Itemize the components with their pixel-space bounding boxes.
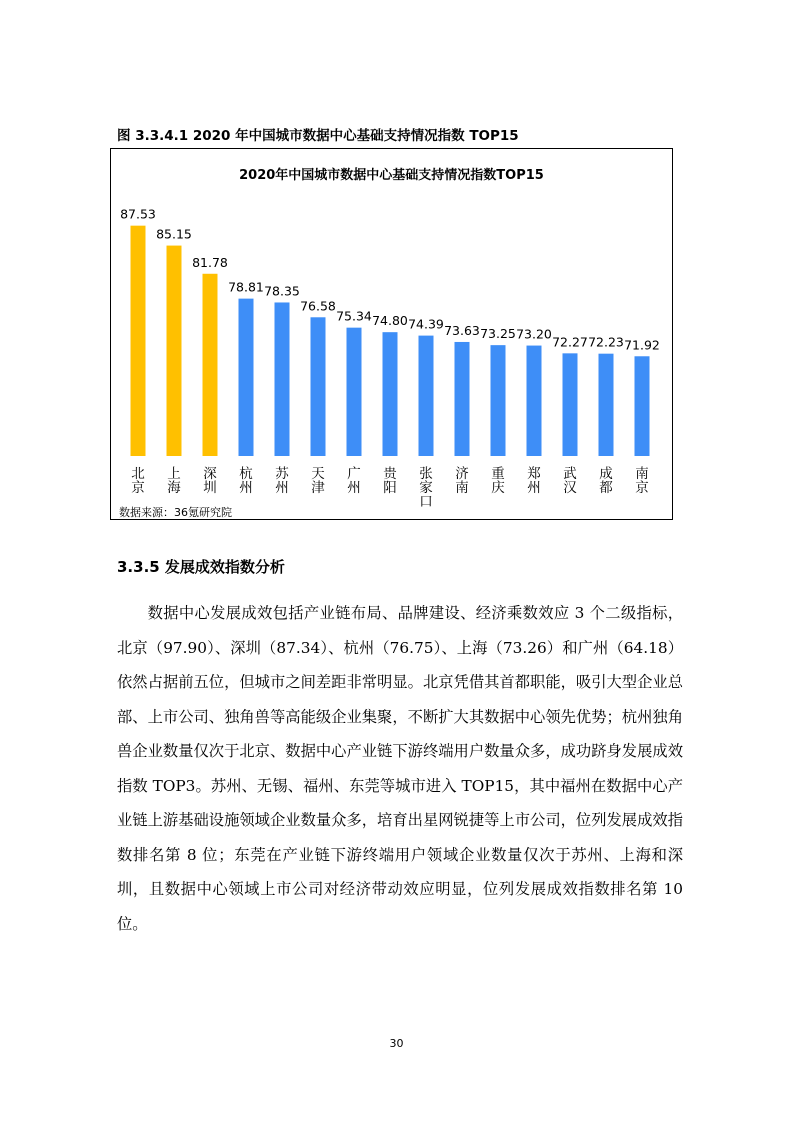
bar-郑州 xyxy=(527,346,542,456)
category-label: 贵阳 xyxy=(383,466,397,496)
category-label: 杭州 xyxy=(239,466,253,496)
bar-value-label: 73.20 xyxy=(516,326,552,342)
bar-武汉 xyxy=(563,353,578,456)
bar-重庆 xyxy=(491,345,506,456)
category-label: 北京 xyxy=(131,466,145,496)
bar-张家口 xyxy=(419,336,434,456)
category-label: 武汉 xyxy=(563,466,577,496)
bar-value-label: 81.78 xyxy=(192,254,228,270)
figure-caption: 图 3.3.4.1 2020 年中国城市数据中心基础支持情况指数 TOP15 xyxy=(117,128,519,144)
category-label: 重庆 xyxy=(491,466,505,496)
category-label: 苏州 xyxy=(275,466,289,496)
bar-value-label: 74.39 xyxy=(408,316,444,332)
category-label: 南京 xyxy=(635,466,649,496)
bar-value-label: 85.15 xyxy=(156,226,192,242)
chart-title: 2020年中国城市数据中心基础支持情况指数TOP15 xyxy=(239,168,544,183)
bar-value-label: 78.35 xyxy=(264,283,300,299)
bar-value-label: 73.25 xyxy=(480,326,516,342)
bar-天津 xyxy=(311,317,326,456)
category-label: 郑州 xyxy=(527,466,541,496)
bar-value-label: 87.53 xyxy=(120,206,156,222)
bar-value-label: 71.92 xyxy=(624,337,660,353)
bar-苏州 xyxy=(275,302,290,456)
bar-杭州 xyxy=(239,299,254,456)
bar-南京 xyxy=(635,356,650,456)
data-source: 数据来源：36氪研究院 xyxy=(119,506,232,519)
bar-贵阳 xyxy=(383,332,398,456)
page-number: 30 xyxy=(389,1037,404,1050)
chart-container xyxy=(110,148,673,520)
bar-value-label: 72.27 xyxy=(552,334,588,350)
bar-济南 xyxy=(455,342,470,456)
bar-成都 xyxy=(599,354,614,456)
category-label: 深圳 xyxy=(203,466,217,496)
bar-value-label: 76.58 xyxy=(300,298,336,314)
body-paragraph: 数据中心发展成效包括产业链布局、品牌建设、经济乘数效应 3 个二级指标，北京（97.90）、深圳（87.34）、杭州（76.75）、上海（73.26）和广州（64.18）依然占据前五位，但城市之间差距非常明显。北京凭借其首都职能，吸引大型企业总部、上市公司、独角兽等高能级企业集聚，不断扩大其数据中心领先优势；杭州独角兽企业数量仅次于北京、数据中心产业链下游终端用户数量众多，成功跻身发展成效指数 TOP3。苏州、无锡、福州、东莞等城市进入 TOP15，其中福州在数据中心产业链上游基础设施领域企业数量众多，培育出星网锐捷等上市公司，位列发展成效指数排名第 8 位；东莞在产业链下游终端用户领域企业数量仅次于苏州、上海和深圳，且数据中心领域上市公司对经济带动效应明显，位列发展成效指数排名第 10 位。 xyxy=(117,604,683,933)
category-label: 张家口 xyxy=(419,466,433,510)
bar-value-label: 72.23 xyxy=(588,334,624,350)
bar-value-label: 78.81 xyxy=(228,279,264,295)
bar-广州 xyxy=(347,328,362,456)
section-title: 3.3.5 发展成效指数分析 xyxy=(117,558,285,576)
bar-北京 xyxy=(131,226,146,456)
bar-value-label: 73.63 xyxy=(444,322,480,338)
category-label: 广州 xyxy=(347,466,361,496)
bar-chart xyxy=(111,149,674,521)
bar-value-label: 74.80 xyxy=(372,313,408,329)
bar-上海 xyxy=(167,246,182,456)
bar-value-label: 75.34 xyxy=(336,308,372,324)
category-label: 成都 xyxy=(599,466,613,496)
category-label: 上海 xyxy=(167,466,181,496)
category-label: 济南 xyxy=(455,466,469,496)
category-label: 天津 xyxy=(311,466,325,496)
bar-深圳 xyxy=(203,274,218,456)
